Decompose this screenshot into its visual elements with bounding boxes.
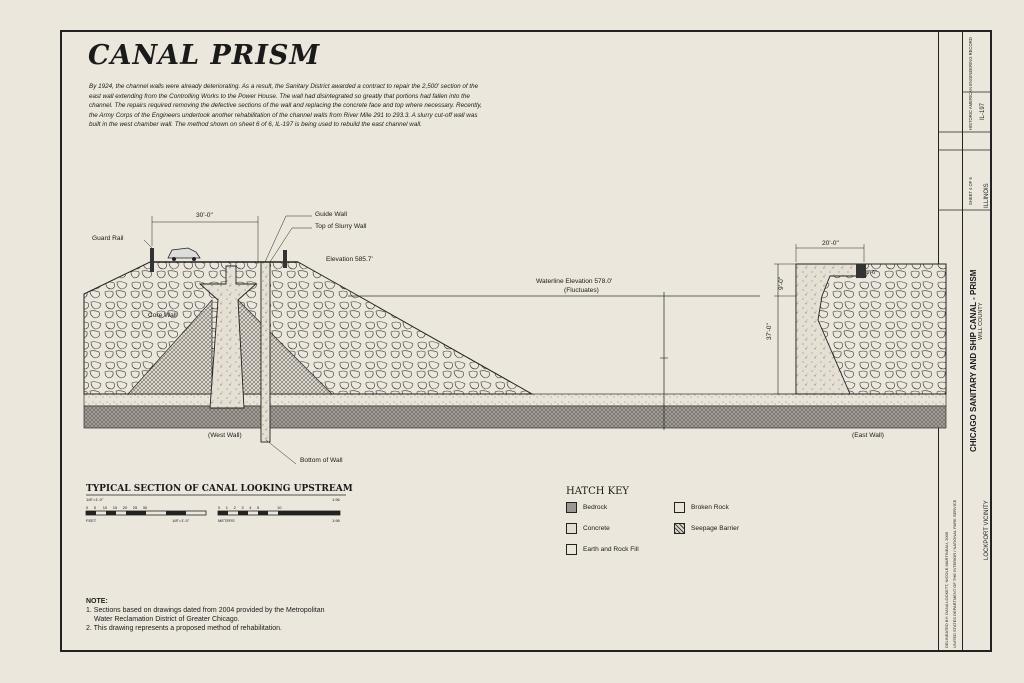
- key-bedrock: Bedrock: [566, 502, 607, 513]
- delineator: DELINEATED BY: DANA LOCKETT, NICOLE MARTINEAU, 2009: [944, 531, 949, 648]
- scale-left-ticks: 0 5 10 15 20 25 30: [86, 505, 148, 510]
- notes: [86, 597, 325, 633]
- scale-left-unit: FEET: [86, 518, 97, 523]
- key-broken-rock: Broken Rock: [674, 502, 729, 513]
- slurry-top-label: Top of Slurry Wall: [315, 223, 367, 230]
- bedrock-band: [84, 406, 946, 428]
- east-height-dimension: 37'-0": [766, 323, 773, 340]
- page-title: CANAL PRISM: [88, 40, 321, 71]
- guard-rail-label: Guard Rail: [92, 235, 124, 242]
- state-label: ILLINOIS: [984, 183, 990, 208]
- key-seepage-barrier: Seepage Barrier: [674, 523, 739, 534]
- sheet-number: SHEET 4 OF 6: [968, 177, 973, 205]
- west-width-dimension: 30'-0": [196, 212, 213, 219]
- concrete-swatch: [566, 523, 577, 534]
- elevation-label: Elevation 585.7': [326, 256, 373, 263]
- scale-right-top: 1:96: [332, 497, 340, 502]
- section-caption: TYPICAL SECTION OF CANAL LOOKING UPSTREAM: [86, 484, 353, 494]
- note-1-cont: Water Reclamation District of Greater Chicago.: [94, 616, 240, 623]
- scale-bar-feet: [86, 511, 206, 515]
- waterline-label: Waterline Elevation 578.0': [536, 278, 613, 285]
- core-wall-label: Core Wall: [148, 312, 177, 319]
- scale-right-unit: METERS: [218, 518, 235, 523]
- guard-rail: [150, 248, 154, 272]
- guide-wall-label: Guide Wall: [315, 211, 348, 218]
- slurry-wall: [261, 262, 270, 442]
- record-label: HISTORIC AMERICAN ENGINEERING RECORD: [968, 37, 973, 130]
- scale-left-top: 1/8"=1'-0": [86, 497, 104, 502]
- west-wall-label: (West Wall): [208, 432, 242, 439]
- bedrock-swatch: [566, 502, 577, 513]
- haer-number: IL-197: [980, 102, 986, 120]
- scale-right-bottom: 1:96: [332, 518, 340, 523]
- county-label: WILL COUNTY: [978, 302, 984, 340]
- east-top-dimension: 9'-0": [778, 276, 785, 290]
- car-icon: [168, 248, 200, 258]
- east-width-dimension: 20'-0": [822, 240, 839, 247]
- seepage-swatch: [674, 523, 685, 534]
- key-concrete: Concrete: [566, 523, 610, 534]
- east-wall-label: (East Wall): [852, 432, 884, 439]
- east-small-dimension: 3'-6": [866, 270, 877, 276]
- waterline-sub-label: (Fluctuates): [564, 287, 599, 294]
- scale-right-ticks: 0 1 2 3 4 5 10: [218, 505, 282, 510]
- key-earth-rock-fill: Earth and Rock Fill: [566, 544, 639, 555]
- note-1: 1. Sections based on drawings dated from 2004 provided by the Metropolitan: [86, 607, 325, 614]
- intro-paragraph: By 1924, the channel walls were already deteriorating. As a result, the Sanitary District awarded a contract to repair the 2,500' section of the east wall extending from the Controlling Works to the Power House. The wall had disintegrated so greatly that portions had fallen into the channel. The repairs required removing the defective sections of the wall and replacing the concrete face and top where necessary. Recently, the Army Corps of the Engineers undertook another rehabilitation of the channel walls from River Mile 291 to 293.3. A slurry cut-off wall was built in the west chamber wall. The method shown on sheet 6 of 6, IL-197 is being used to rebuild the east channel wall.: [89, 83, 482, 129]
- bottom-of-wall-label: Bottom of Wall: [300, 457, 343, 464]
- notes-title: NOTE:: [86, 598, 108, 605]
- vicinity-label: LOCKPORT VICINITY: [984, 500, 990, 560]
- earth-fill-swatch: [566, 544, 577, 555]
- agency: UNITED STATES DEPARTMENT OF THE INTERIOR / NATIONAL PARK SERVICE: [952, 499, 957, 648]
- hatch-key-title: HATCH KEY: [566, 486, 629, 497]
- scale-bar-meters: [218, 511, 340, 515]
- note-2: 2. This drawing represents a proposed method of rehabilitation.: [86, 625, 282, 632]
- project-title: CHICAGO SANITARY AND SHIP CANAL - PRISM: [969, 269, 978, 452]
- scale-left-bottom: 1/8"=1'-0": [172, 518, 190, 523]
- broken-rock-swatch: [674, 502, 685, 513]
